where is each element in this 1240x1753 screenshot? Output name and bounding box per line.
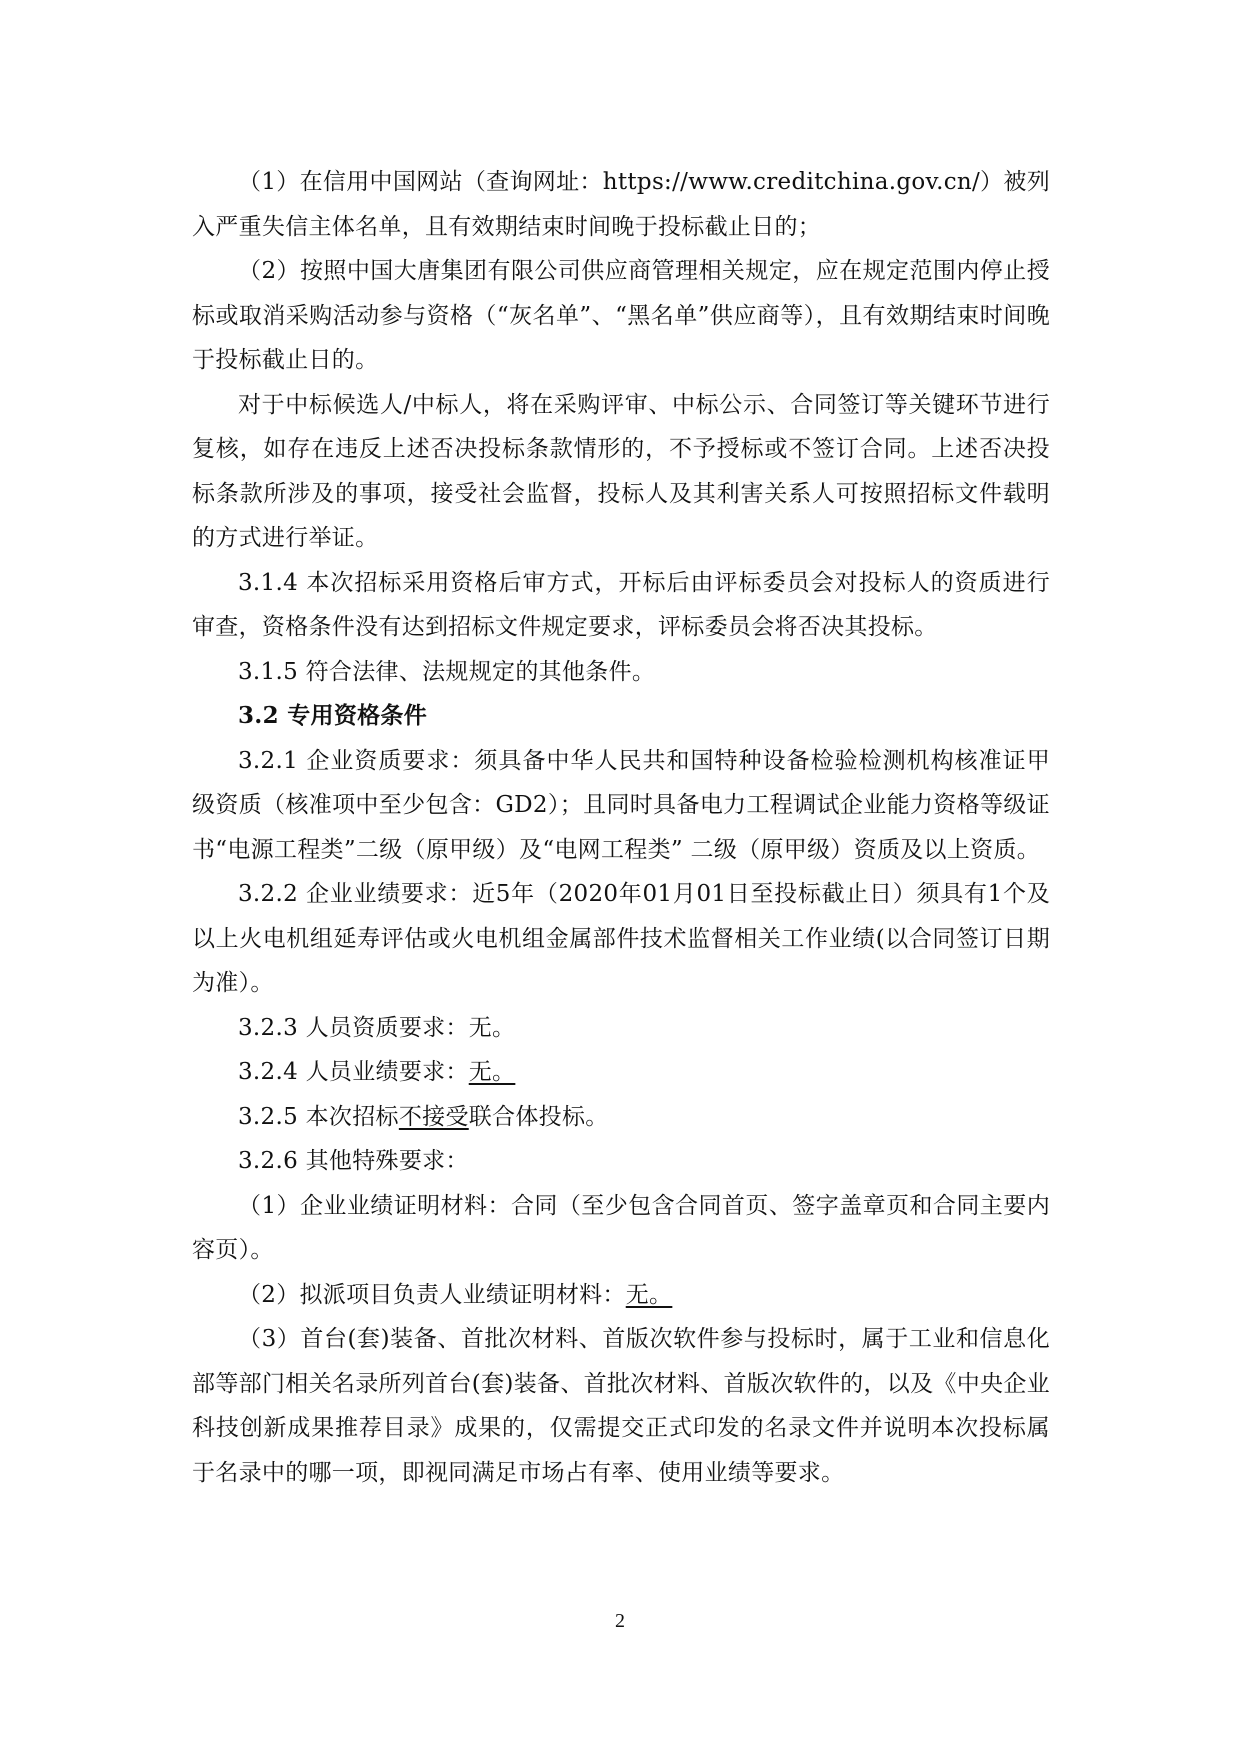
paragraph-3-2-6: 3.2.6 其他特殊要求： — [238, 1148, 469, 1174]
paragraph-3-2-1: 3.2.1 企业资质要求：须具备中华人民共和国特种设备检验检测机构核准证甲级资质（核准项中至少包含：GD2）；且同时具备电力工程调试企业能力资格等级证书“电源工程类”二级（原甲级）及“电网工程类” 二级（原甲级）资质及以上资质。 — [192, 747, 1050, 863]
paragraph-3-2-5-prefix: 3.2.5 本次招标 — [238, 1103, 399, 1130]
section-heading-3-2: 3.2 专用资格条件 — [238, 702, 428, 729]
paragraph-review: 对于中标候选人/中标人，将在采购评审、中标公示、合同签订等关键环节进行复核，如存在违反上述否决投标条款情形的，不予授标或不签订合同。上述否决投标条款所涉及的事项，接受社会监督，投标人及其利害关系人可按照招标文件载明的方式进行举证。 — [192, 391, 1050, 551]
paragraph-3-1-5: 3.1.5 符合法律、法规规定的其他条件。 — [238, 658, 656, 685]
paragraph-special-2 — [192, 1273, 1050, 1318]
paragraph-special-3: （3）首台(套)装备、首批次材料、首版次软件参与投标时，属于工业和信息化部等部门相关名录所列首台(套)装备、首批次材料、首版次软件的，以及《中央企业科技创新成果推荐目录》成果的，仅需提交正式印发的名录文件并说明本次投标属于名录中的哪一项，即视同满足市场占有率、使用业绩等要求。 — [192, 1326, 1050, 1486]
paragraph-3-2-4 — [192, 1050, 1050, 1095]
page-body — [192, 160, 1050, 1495]
paragraph-datang-blacklist: （2）按照中国大唐集团有限公司供应商管理相关规定，应在规定范围内停止授标或取消采购活动参与资格（“灰名单”、“黑名单”供应商等），且有效期结束时间晚于投标截止日的。 — [192, 258, 1050, 373]
paragraph-3-2-2: 3.2.2 企业业绩要求：近5年（2020年01月01日至投标截止日）须具有1个及以上火电机组延寿评估或火电机组金属部件技术监督相关工作业绩(以合同签订日期为准）。 — [192, 881, 1050, 996]
paragraph-special-2-label: （2）拟派项目负责人业绩证明材料： — [238, 1281, 626, 1308]
paragraph-3-2-4-label: 3.2.4 人员业绩要求： — [238, 1059, 469, 1085]
paragraph-special-1: （1）企业业绩证明材料：合同（至少包含合同首页、签字盖章页和合同主要内容页）。 — [192, 1192, 1050, 1263]
paragraph-3-2-4-value: 无。 — [468, 1059, 516, 1085]
paragraph-3-2-5-suffix: 联合体投标。 — [468, 1103, 609, 1130]
paragraph-special-2-value: 无。 — [625, 1281, 673, 1308]
paragraph-3-2-5-underlined: 不接受 — [398, 1103, 469, 1130]
paragraph-3-1-4: 3.1.4 本次招标采用资格后审方式，开标后由评标委员会对投标人的资质进行审查，资格条件没有达到招标文件规定要求，评标委员会将否决其投标。 — [192, 569, 1050, 640]
page-number: 2 — [615, 1610, 625, 1632]
paragraph-3-2-5 — [192, 1095, 1050, 1140]
paragraph-3-2-3: 3.2.3 人员资质要求：无。 — [238, 1014, 516, 1041]
paragraph-credit-china: （1）在信用中国网站（查询网址：https://www.creditchina.gov.cn/）被列入严重失信主体名单，且有效期结束时间晚于投标截止日的； — [192, 169, 1050, 240]
